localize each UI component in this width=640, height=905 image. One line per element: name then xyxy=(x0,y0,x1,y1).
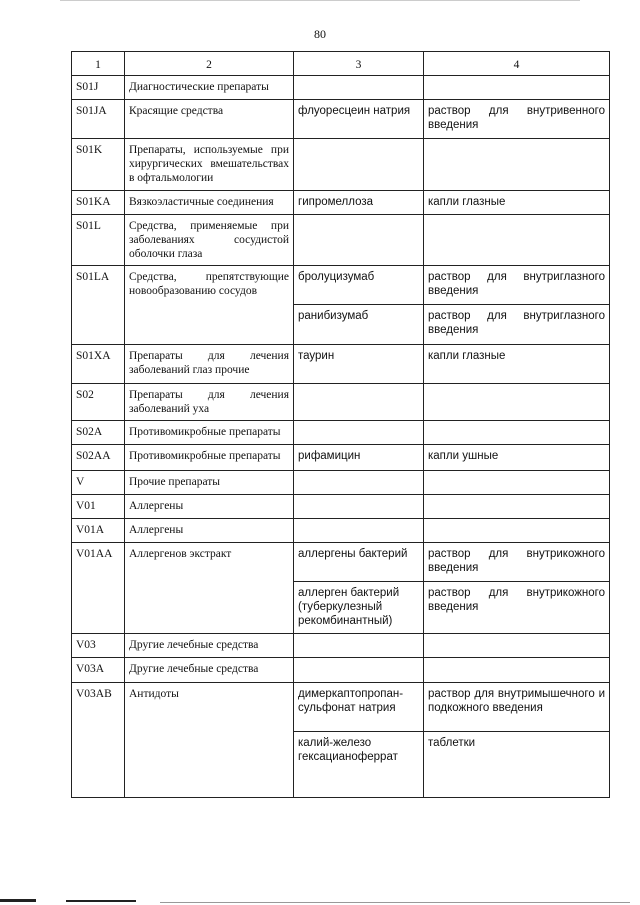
drug-name-cell xyxy=(294,215,424,266)
table-row xyxy=(72,191,610,215)
table-row xyxy=(72,543,610,582)
scan-artifact-top xyxy=(60,0,580,1)
table-row xyxy=(72,634,610,658)
dosage-form-cell: раствор для внутриглазного введения xyxy=(424,305,610,345)
dosage-form-cell xyxy=(424,495,610,519)
table-header-row xyxy=(72,52,610,76)
table-row xyxy=(72,471,610,495)
group-name-cell: Другие лечебные средства xyxy=(125,634,294,658)
drug-name-cell: димеркаптопропан-сульфонат натрия xyxy=(294,683,424,732)
drug-name-cell xyxy=(294,495,424,519)
table-row xyxy=(72,266,610,305)
table-row xyxy=(72,384,610,421)
atc-code-cell: V03A xyxy=(72,658,125,683)
atc-code-cell: S02A xyxy=(72,421,125,445)
drug-name-cell: ранибизумаб xyxy=(294,305,424,345)
drug-name-cell: калий-железо гексацианоферрат xyxy=(294,732,424,798)
dosage-form-cell xyxy=(424,658,610,683)
table-row xyxy=(72,139,610,191)
atc-code-cell: S02 xyxy=(72,384,125,421)
dosage-form-cell xyxy=(424,139,610,191)
dosage-form-cell xyxy=(424,384,610,421)
drug-name-cell: аллергены бактерий xyxy=(294,543,424,582)
group-name-cell: Аллергенов экстракт xyxy=(125,543,294,634)
group-name-cell: Противомикробные препараты xyxy=(125,445,294,471)
group-name-cell: Прочие препараты xyxy=(125,471,294,495)
dosage-form-cell: капли глазные xyxy=(424,191,610,215)
drug-name-cell xyxy=(294,384,424,421)
dosage-form-cell xyxy=(424,471,610,495)
dosage-form-cell xyxy=(424,215,610,266)
scan-artifact-bottom-bar xyxy=(66,900,136,902)
drug-name-cell: таурин xyxy=(294,345,424,384)
table-row xyxy=(72,495,610,519)
drug-name-cell: флуоресцеин натрия xyxy=(294,100,424,139)
dosage-form-cell: раствор для внутрикожного введения xyxy=(424,582,610,634)
drug-name-cell: гипромеллоза xyxy=(294,191,424,215)
table-row xyxy=(72,345,610,384)
table-row xyxy=(72,421,610,445)
scan-artifact-bottom-line xyxy=(160,902,630,903)
dosage-form-cell: капли глазные xyxy=(424,345,610,384)
table-row xyxy=(72,658,610,683)
drug-name-cell: аллерген бактерий (туберкулезный рекомбинантный) xyxy=(294,582,424,634)
atc-code-cell: S01J xyxy=(72,76,125,100)
dosage-form-cell xyxy=(424,421,610,445)
dosage-form-cell: таблетки xyxy=(424,732,610,798)
atc-code-cell: S01K xyxy=(72,139,125,191)
drug-name-cell xyxy=(294,76,424,100)
atc-code-cell: S01XA xyxy=(72,345,125,384)
dosage-form-cell xyxy=(424,76,610,100)
dosage-form-cell xyxy=(424,519,610,543)
group-name-cell: Вязкоэластичные соединения xyxy=(125,191,294,215)
drug-name-cell xyxy=(294,421,424,445)
drug-table-body xyxy=(72,52,610,798)
drug-name-cell xyxy=(294,634,424,658)
group-name-cell: Диагностические препараты xyxy=(125,76,294,100)
group-name-cell: Средства, препятствующие новообразованию сосудов xyxy=(125,266,294,345)
table-row xyxy=(72,445,610,471)
atc-code-cell: S01KA xyxy=(72,191,125,215)
group-name-cell: Антидоты xyxy=(125,683,294,798)
drug-name-cell xyxy=(294,519,424,543)
atc-code-cell: V01AA xyxy=(72,543,125,634)
group-name-cell: Аллергены xyxy=(125,519,294,543)
column-header-1: 1 xyxy=(72,52,125,76)
group-name-cell: Средства, применяемые при заболеваниях сосудистой оболочки глаза xyxy=(125,215,294,266)
dosage-form-cell: раствор для внутрикожного введения xyxy=(424,543,610,582)
table-row xyxy=(72,683,610,732)
atc-code-cell: S02AA xyxy=(72,445,125,471)
atc-code-cell: V03 xyxy=(72,634,125,658)
drug-table xyxy=(71,51,610,798)
group-name-cell: Красящие средства xyxy=(125,100,294,139)
atc-code-cell: S01LA xyxy=(72,266,125,345)
dosage-form-cell: раствор для внутривенного введения xyxy=(424,100,610,139)
atc-code-cell: V03AB xyxy=(72,683,125,798)
atc-code-cell: V01A xyxy=(72,519,125,543)
column-header-3: 3 xyxy=(294,52,424,76)
dosage-form-cell: раствор для внутриглазного введения xyxy=(424,266,610,305)
group-name-cell: Препараты для лечения заболеваний глаз прочие xyxy=(125,345,294,384)
page-number: 80 xyxy=(314,27,326,41)
atc-code-cell: S01JA xyxy=(72,100,125,139)
table-row xyxy=(72,100,610,139)
drug-name-cell xyxy=(294,471,424,495)
group-name-cell: Аллергены xyxy=(125,495,294,519)
scan-artifact-bottom-left xyxy=(0,899,36,902)
dosage-form-cell: капли ушные xyxy=(424,445,610,471)
dosage-form-cell xyxy=(424,634,610,658)
group-name-cell: Препараты для лечения заболеваний уха xyxy=(125,384,294,421)
atc-code-cell: V xyxy=(72,471,125,495)
group-name-cell: Другие лечебные средства xyxy=(125,658,294,683)
drug-name-cell: бролуцизумаб xyxy=(294,266,424,305)
table-row xyxy=(72,76,610,100)
drug-name-cell xyxy=(294,658,424,683)
drug-name-cell: рифамицин xyxy=(294,445,424,471)
group-name-cell: Препараты, используемые при хирургических вмешательствах в офтальмологии xyxy=(125,139,294,191)
drug-name-cell xyxy=(294,139,424,191)
table-row xyxy=(72,519,610,543)
atc-code-cell: V01 xyxy=(72,495,125,519)
dosage-form-cell: раствор для внутримышечного и подкожного введения xyxy=(424,683,610,732)
group-name-cell: Противомикробные препараты xyxy=(125,421,294,445)
atc-code-cell: S01L xyxy=(72,215,125,266)
column-header-2: 2 xyxy=(125,52,294,76)
table-row xyxy=(72,215,610,266)
column-header-4: 4 xyxy=(424,52,610,76)
